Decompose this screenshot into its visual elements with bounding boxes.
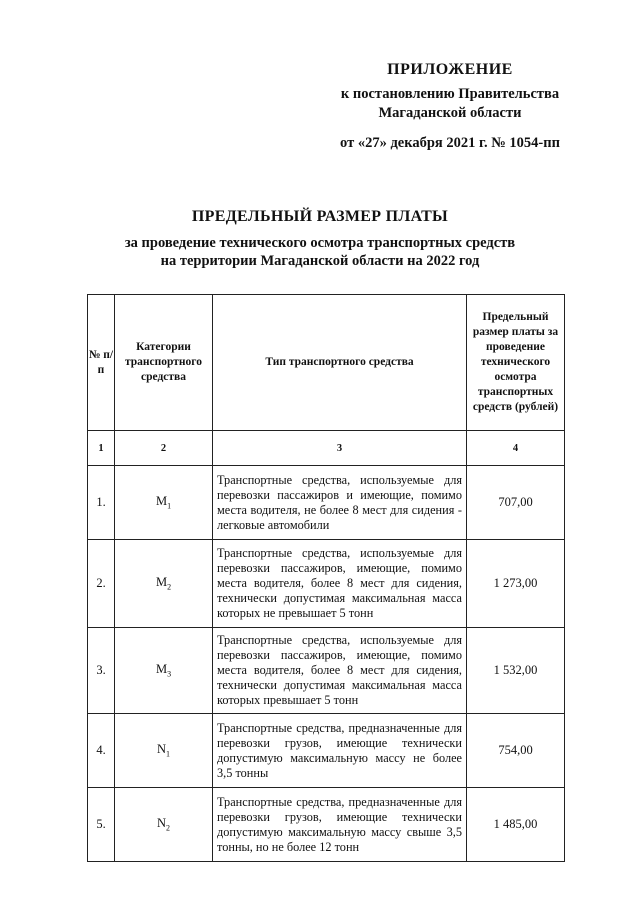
row-type: Транспортные средства, предназначенные для перевозки грузов, имеющие технически допустимую максимальную массу свыше 3,5 тонны, но не более 12 тонн xyxy=(213,788,467,862)
category-letter: M xyxy=(155,575,168,590)
row-category xyxy=(115,628,213,714)
header-category: Категории транспортного средства xyxy=(115,295,213,431)
row-fee: 754,00 xyxy=(467,714,565,788)
column-number: 4 xyxy=(467,431,565,466)
column-number: 1 xyxy=(88,431,115,466)
appendix-decree: от «27» декабря 2021 г. № 1054-пп xyxy=(340,135,560,151)
table-row xyxy=(88,788,565,862)
row-fee: 1 273,00 xyxy=(467,540,565,628)
appendix-line-2: Магаданской области xyxy=(378,105,522,121)
column-number: 3 xyxy=(213,431,467,466)
column-number: 2 xyxy=(115,431,213,466)
row-type: Транспортные средства, используемые для перевозки пассажиров, имеющие, помимо места водителя, более 8 мест для сидения, технически допустимая максимальная масса которых превышает 5 тонн xyxy=(213,628,467,714)
document-title-block xyxy=(0,208,640,270)
document-subtitle-line-1: за проведение технического осмотра транспортных средств xyxy=(124,235,516,251)
row-category xyxy=(115,714,213,788)
category-index: 1 xyxy=(166,749,171,759)
table-header-row xyxy=(88,295,565,431)
category-index: 2 xyxy=(166,823,171,833)
row-type: Транспортные средства, используемые для перевозки пассажиров и имеющие, помимо места водителя, не более 8 мест для сидения - легковые автомобили xyxy=(213,466,467,540)
header-type: Тип транспортного средства xyxy=(213,295,467,431)
row-category xyxy=(115,788,213,862)
row-category xyxy=(115,540,213,628)
row-num: 4. xyxy=(88,714,115,788)
category-letter: M xyxy=(155,494,168,509)
row-type: Транспортные средства, используемые для перевозки пассажиров, имеющие, помимо места водителя, более 8 мест для сидения, технически допустимая максимальная масса которых не превышает 5 тонн xyxy=(213,540,467,628)
fee-table xyxy=(87,294,565,862)
document-title: ПРЕДЕЛЬНЫЙ РАЗМЕР ПЛАТЫ xyxy=(191,208,449,225)
category-index: 2 xyxy=(167,582,172,592)
row-category xyxy=(115,466,213,540)
row-num: 1. xyxy=(88,466,115,540)
header-num: № п/п xyxy=(88,295,115,431)
row-fee: 1 485,00 xyxy=(467,788,565,862)
header-fee: Предельный размер платы за проведение технического осмотра транспортных средств (рублей) xyxy=(467,295,565,431)
row-type: Транспортные средства, предназначенные для перевозки грузов, имеющие технически допустимую максимальную массу не более 3,5 тонны xyxy=(213,714,467,788)
appendix-heading: ПРИЛОЖЕНИЕ xyxy=(387,61,513,78)
table-row xyxy=(88,466,565,540)
row-num: 5. xyxy=(88,788,115,862)
category-letter: M xyxy=(155,662,168,677)
document-subtitle-line-2: на территории Магаданской области на 2022 год xyxy=(160,253,480,269)
row-fee: 707,00 xyxy=(467,466,565,540)
row-num: 3. xyxy=(88,628,115,714)
appendix-line-1: к постановлению Правительства xyxy=(340,86,560,102)
category-letter: N xyxy=(156,816,167,831)
table-row xyxy=(88,714,565,788)
category-letter: N xyxy=(156,742,167,757)
appendix-block xyxy=(300,60,600,153)
category-index: 1 xyxy=(167,501,172,511)
table-row xyxy=(88,540,565,628)
row-fee: 1 532,00 xyxy=(467,628,565,714)
row-num: 2. xyxy=(88,540,115,628)
column-number-row xyxy=(88,431,565,466)
table-row xyxy=(88,628,565,714)
category-index: 3 xyxy=(167,669,172,679)
